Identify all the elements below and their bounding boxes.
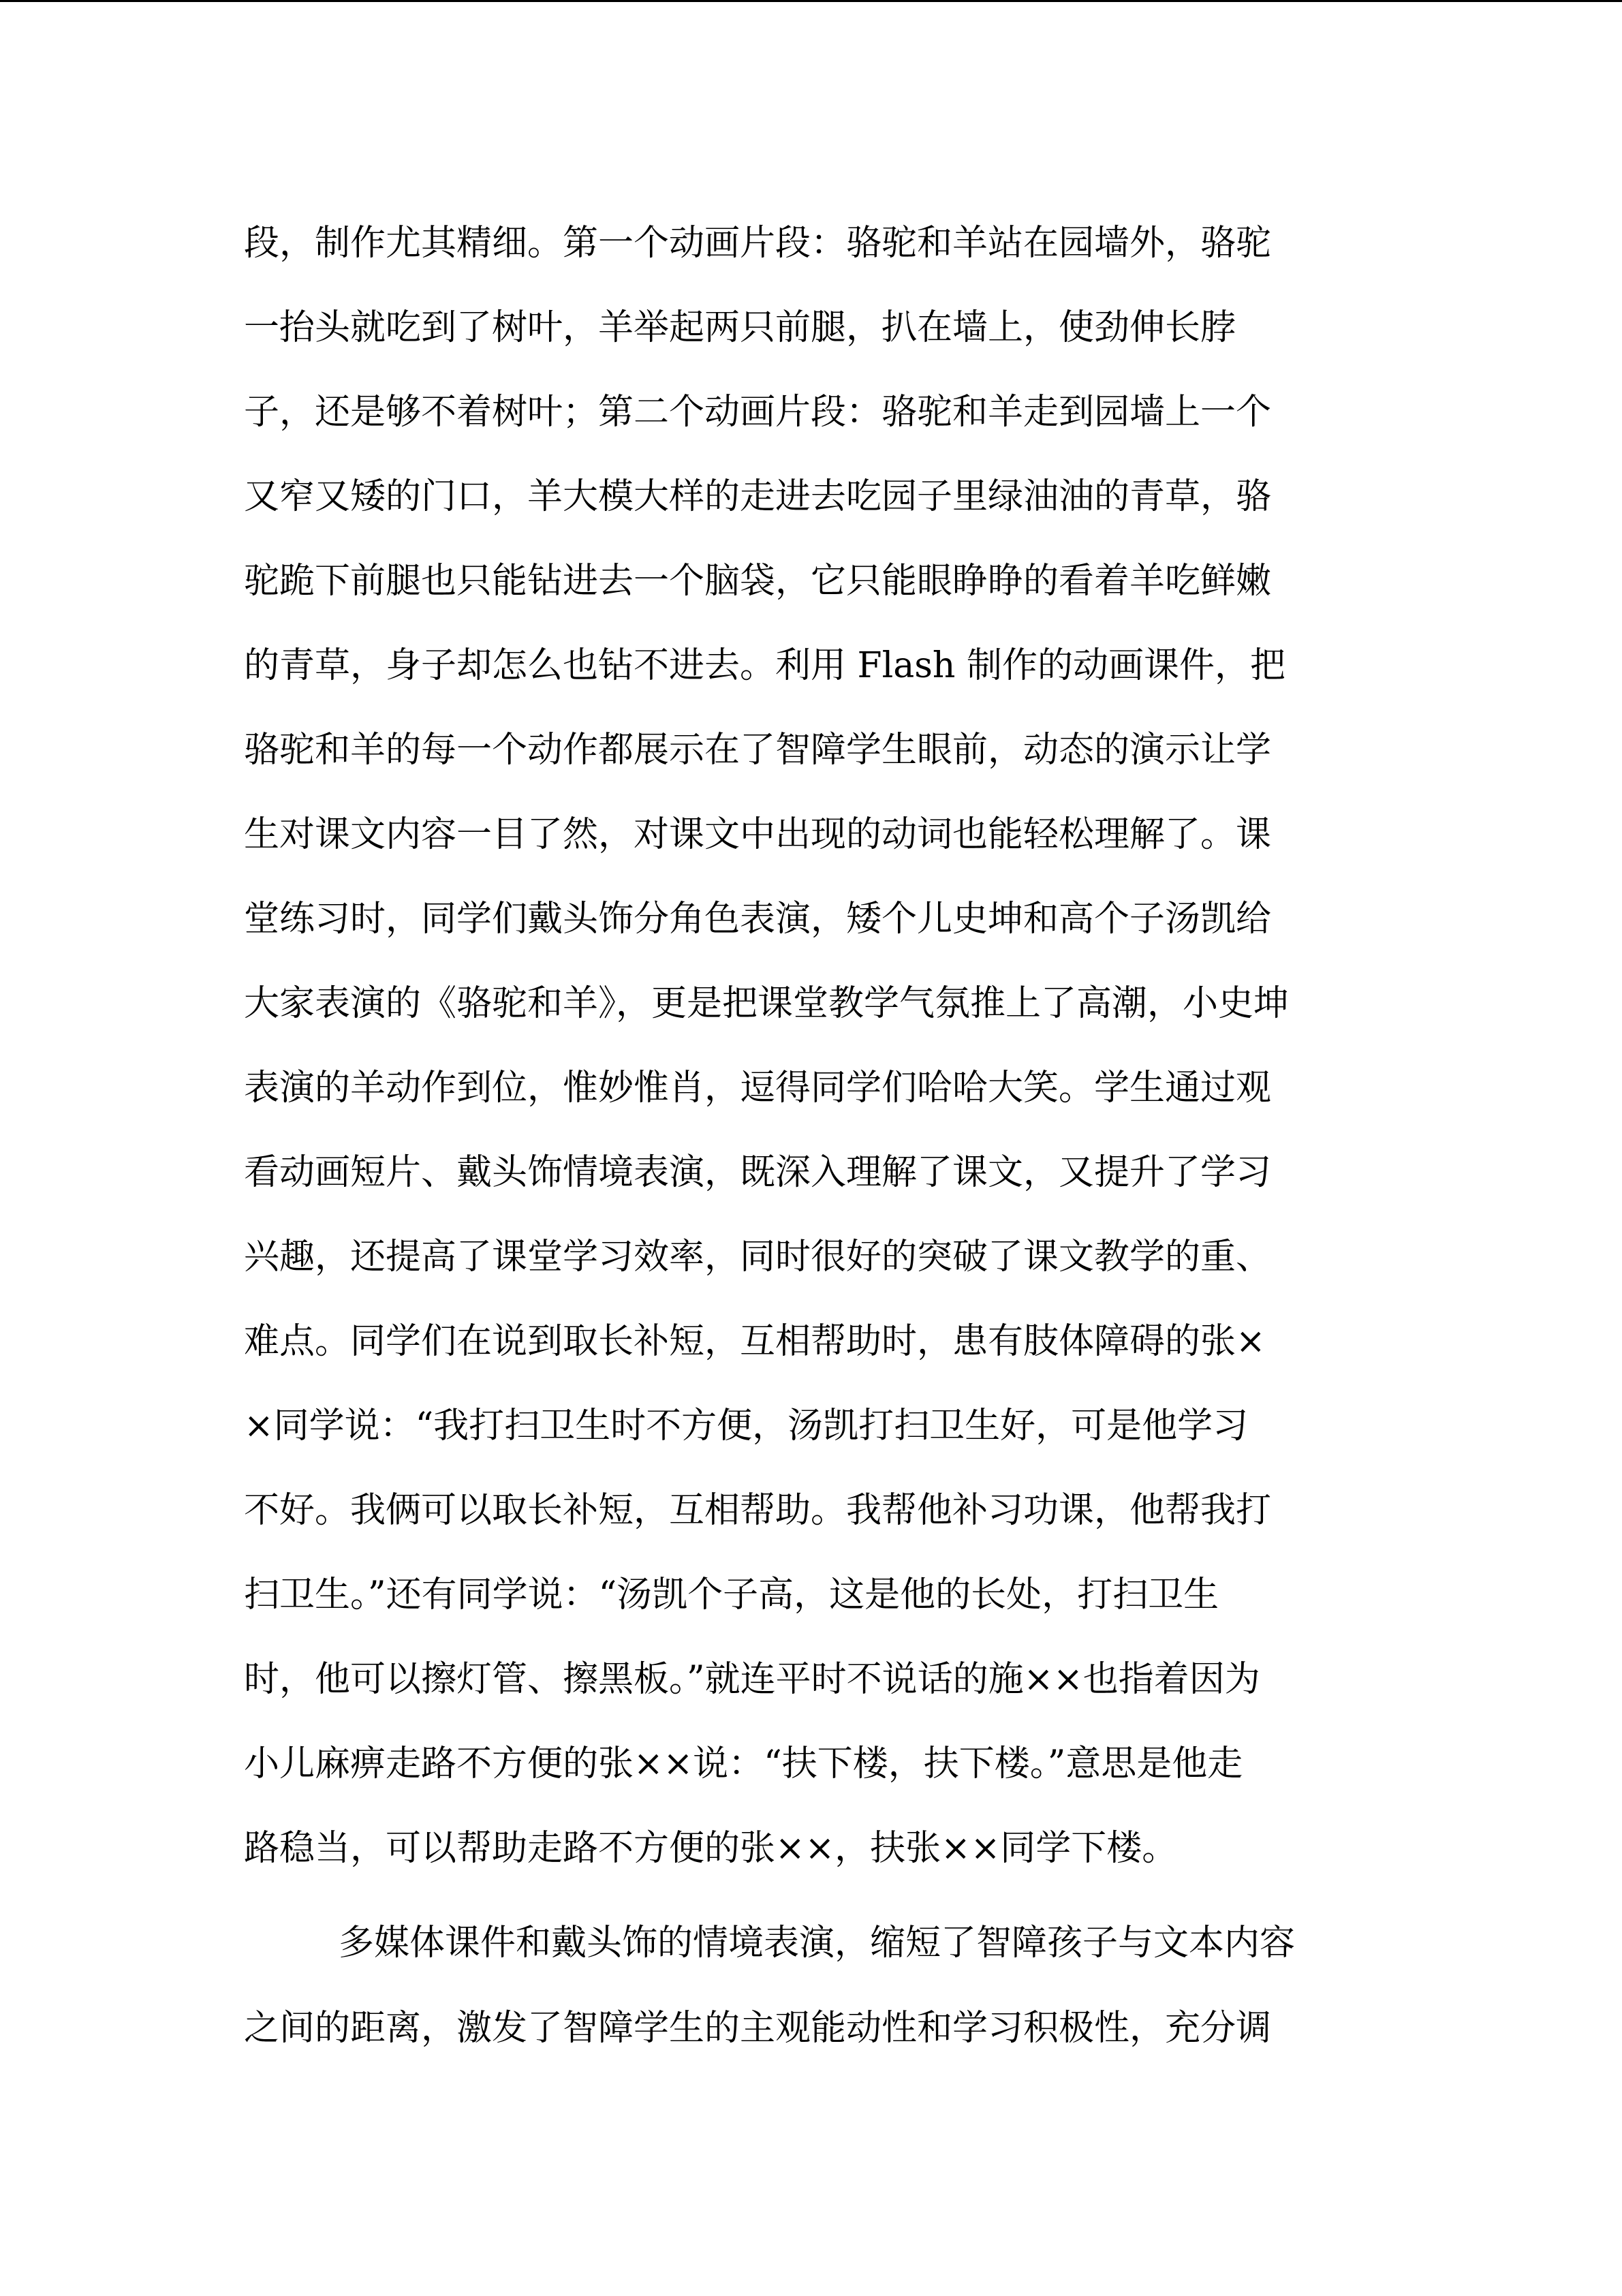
text-line: 的青草，身子却怎么也钻不进去。利用 Flash 制作的动画课件，把	[244, 645, 1285, 686]
text-line: 不好。我俩可以取长补短，互相帮助。我帮他补习功课，他帮我打	[244, 1490, 1272, 1531]
text-line: 子，还是够不着树叶；第二个动画片段：骆驼和羊走到园墙上一个	[244, 392, 1272, 433]
text-line: 小儿麻痹走路不方便的张××说：“扶下楼，扶下楼。”意思是他走	[244, 1743, 1243, 1784]
body-text	[0, 2, 1622, 2296]
text-line: 大家表演的《骆驼和羊》，更是把课堂教学气氛推上了高潮，小史坤	[244, 983, 1290, 1024]
text-line: 之间的距离，激发了智障学生的主观能动性和学习积极性，充分调	[244, 2008, 1272, 2049]
text-line: 段，制作尤其精细。第一个动画片段：骆驼和羊站在园墙外，骆驼	[244, 223, 1272, 264]
text-line: 看动画短片、戴头饰情境表演，既深入理解了课文，又提升了学习	[244, 1152, 1272, 1193]
text-line: ×同学说：“我打扫卫生时不方便，汤凯打扫卫生好，可是他学习	[244, 1406, 1249, 1446]
text-line: 又窄又矮的门口，羊大模大样的走进去吃园子里绿油油的青草，骆	[244, 476, 1272, 517]
text-line: 骆驼和羊的每一个动作都展示在了智障学生眼前，动态的演示让学	[244, 730, 1272, 771]
text-line: 堂练习时，同学们戴头饰分角色表演，矮个儿史坤和高个子汤凯给	[244, 899, 1272, 940]
text-line: 路稳当，可以帮助走路不方便的张××，扶张××同学下楼。	[244, 1828, 1178, 1869]
text-line: 难点。同学们在说到取长补短，互相帮助时，患有肢体障碍的张×	[244, 1321, 1266, 1362]
text-line: 一抬头就吃到了树叶，羊举起两只前腿，扒在墙上，使劲伸长脖	[244, 307, 1236, 348]
text-line: 表演的羊动作到位，惟妙惟肖，逗得同学们哈哈大笑。学生通过观	[244, 1068, 1272, 1108]
text-line: 时，他可以擦灯管、擦黑板。”就连平时不说话的施××也指着因为	[244, 1659, 1260, 1700]
text-line: 生对课文内容一目了然，对课文中出现的动词也能轻松理解了。课	[244, 814, 1272, 855]
paragraph-first-line: 多媒体课件和戴头饰的情境表演，缩短了智障孩子与文本内容	[339, 1923, 1296, 1964]
text-line: 扫卫生。”还有同学说：“汤凯个子高，这是他的长处，打扫卫生	[244, 1574, 1219, 1615]
text-line: 兴趣，还提高了课堂学习效率，同时很好的突破了课文教学的重、	[244, 1237, 1272, 1277]
text-line: 驼跪下前腿也只能钻进去一个脑袋，它只能眼睁睁的看着羊吃鲜嫩	[244, 561, 1272, 602]
